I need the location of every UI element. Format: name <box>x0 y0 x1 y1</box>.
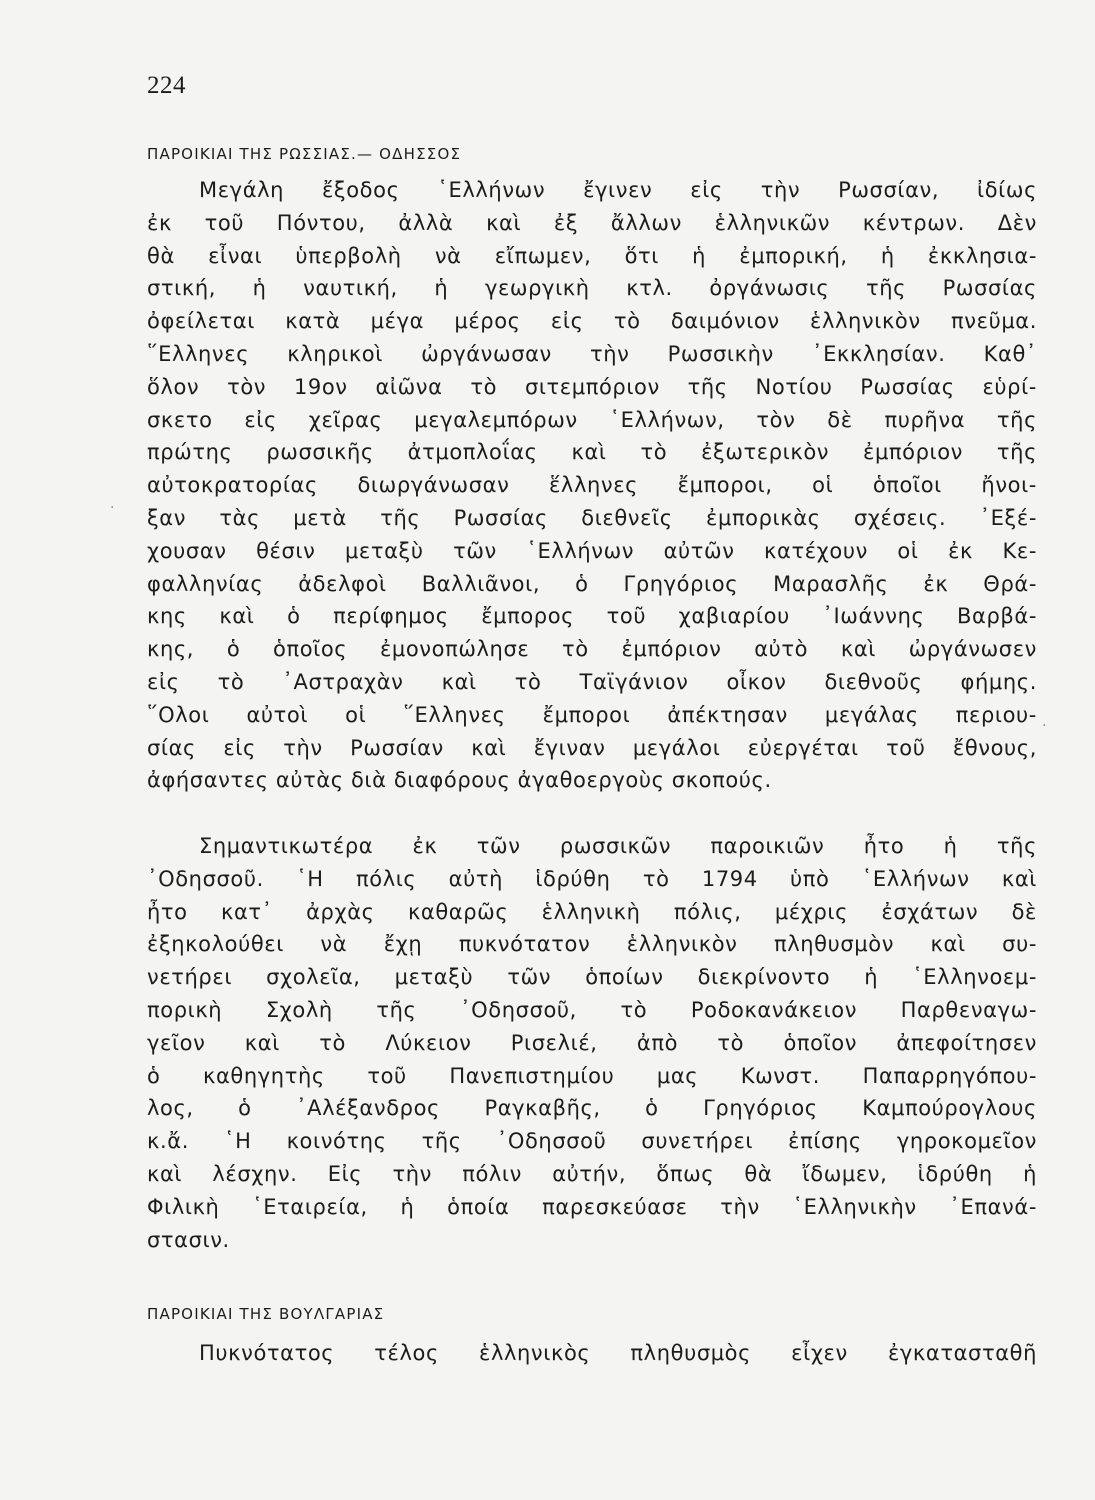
section-heading-russia: ΠΑΡΟΙΚΙΑΙ ΤΗΣ ΡΩΣΣΙΑΣ.— ΟΔΗΣΣΟΣ <box>147 145 462 163</box>
section-heading-bulgaria: ΠΑΡΟΙΚΙΑΙ ΤΗΣ ΒΟΥΛΓΑΡΙΑΣ <box>147 1305 385 1323</box>
text-line: θὰ εἶναι ὑπερβολὴ νὰ εἴπωμεν, ὅτι ἡ ἐμπορική, ἡ ἐκκλησια- <box>147 243 1037 268</box>
text-line: ἦτο κατ᾿ ἀρχὰς καθαρῶς ἑλληνικὴ πόλις, μέχρις ἐσχάτων δὲ <box>147 899 1037 924</box>
text-line: ἀφήσαντες αὐτὰς διὰ διαφόρους ἀγαθοεργοὺς σκοπούς. <box>147 768 772 793</box>
margin-speck: · <box>110 500 115 516</box>
text-line: σκετο εἰς χεῖρας μεγαλεμπόρων ῾Ελλήνων, τὸν δὲ πυρῆνα τῆς <box>147 407 1037 432</box>
text-line: σίας εἰς τὴν Ρωσσίαν καὶ ἔγιναν μεγάλοι εὐεργέται τοῦ ἔθνους, <box>147 735 1037 760</box>
text-line: νετήρει σχολεῖα, μεταξὺ τῶν ὁποίων διεκρίνοντο ἡ ῾Ελληνοεμ- <box>147 965 1037 990</box>
text-line: ὁ καθηγητὴς τοῦ Πανεπιστημίου μας Κωνστ. Παπαρρηγόπου- <box>147 1063 1037 1088</box>
margin-speck: · <box>1042 718 1047 734</box>
text-line: ἐξηκολούθει νὰ ἔχῃ πυκνότατον ἑλληνικὸν πληθυσμὸν καὶ συ- <box>147 932 1037 957</box>
page-number: 224 <box>147 72 186 99</box>
text-line: καὶ λέσχην. Εἰς τὴν πόλιν αὐτήν, ὅπως θὰ ἴδωμεν, ἱδρύθη ἡ <box>147 1161 1037 1186</box>
paragraph-russia-emigration <box>147 174 1037 797</box>
text-line: κης καὶ ὁ περίφημος ἔμπορος τοῦ χαβιαρίου ᾿Ιωάννης Βαρβά- <box>147 604 1037 629</box>
text-line: Πυκνότατος τέλος ἑλληνικὸς πληθυσμὸς εἶχεν ἐγκατασταθῆ <box>199 1341 1037 1365</box>
text-line: κ.ἄ. ῾Η κοινότης τῆς ᾿Οδησσοῦ συνετήρει ἐπίσης γηροκομεῖον <box>147 1129 1037 1154</box>
text-line: Μεγάλη ἔξοδος ῾Ελλήνων ἔγινεν εἰς τὴν Ρωσσίαν, ἰδίως <box>199 178 1037 202</box>
text-line: ἐκ τοῦ Πόντου, ἀλλὰ καὶ ἐξ ἄλλων ἑλληνικῶν κέντρων. Δὲν <box>147 210 1037 235</box>
text-line: ὅλον τὸν 19ον αἰῶνα τὸ σιτεμπόριον τῆς Νοτίου Ρωσσίας εὑρί- <box>147 374 1037 399</box>
text-line: ᾿Οδησσοῦ. ῾Η πόλις αὐτὴ ἱδρύθη τὸ 1794 ὑπὸ ῾Ελλήνων καὶ <box>147 866 1037 891</box>
text-line: εἰς τὸ ᾿Αστραχὰν καὶ τὸ Ταϊγάνιον οἶκον διεθνοῦς φήμης. <box>147 669 1037 694</box>
text-line: φαλληνίας ἀδελφοὶ Βαλλιᾶνοι, ὁ Γρηγόριος Μαρασλῆς ἐκ Θρά- <box>147 571 1037 596</box>
text-line: Σημαντικωτέρα ἐκ τῶν ρωσσικῶν παροικιῶν ἦτο ἡ τῆς <box>199 834 1037 858</box>
text-line: λος, ὁ ᾿Αλέξανδρος Ραγκαβῆς, ὁ Γρηγόριος Καμπούρογλους <box>147 1096 1037 1121</box>
text-line: στική, ἡ ναυτική, ἡ γεωργικὴ κτλ. ὀργάνωσις τῆς Ρωσσίας <box>147 276 1037 301</box>
paragraph-bulgaria <box>147 1337 1037 1370</box>
text-line: ὀφείλεται κατὰ μέγα μέρος εἰς τὸ δαιμόνιον ἑλληνικὸν πνεῦμα. <box>147 309 1037 334</box>
text-line: χουσαν θέσιν μεταξὺ τῶν ῾Ελλήνων αὐτῶν κατέχουν οἱ ἐκ Κε- <box>147 538 1037 563</box>
text-line: γεῖον καὶ τὸ Λύκειον Ρισελιέ, ἀπὸ τὸ ὁποῖον ἀπεφοίτησεν <box>147 1030 1037 1055</box>
text-line: Φιλικὴ ῾Εταιρεία, ἡ ὁποία παρεσκεύασε τὴν ῾Ελληνικὴν ᾿Επανά- <box>147 1194 1037 1219</box>
paragraph-odessa <box>147 830 1037 1256</box>
text-line: ξαν τὰς μετὰ τῆς Ρωσσίας διεθνεῖς ἐμπορικὰς σχέσεις. ᾿Εξέ- <box>147 505 1037 530</box>
text-line: ῞Ελληνες κληρικοὶ ὠργάνωσαν τὴν Ρωσσικὴν ᾿Εκκλησίαν. Καθ᾿ <box>147 341 1037 366</box>
text-line: ῞Ολοι αὐτοὶ οἱ ῞Ελληνες ἔμποροι ἀπέκτησαν μεγάλας περιου- <box>147 702 1037 727</box>
text-line: αὐτοκρατορίας διωργάνωσαν ἕλληνες ἔμποροι, οἱ ὁποῖοι ἤνοι- <box>147 473 1037 498</box>
text-line: πορικὴ Σχολὴ τῆς ᾿Οδησσοῦ, τὸ Ροδοκανάκειον Παρθεναγω- <box>147 997 1037 1022</box>
text-line: πρώτης ρωσσικῆς ἀτμοπλοΐας καὶ τὸ ἐξωτερικὸν ἐμπόριον τῆς <box>147 440 1037 465</box>
text-line: στασιν. <box>147 1227 230 1252</box>
text-line: κης, ὁ ὁποῖος ἐμονοπώλησε τὸ ἐμπόριον αὐτὸ καὶ ὠργάνωσεν <box>147 637 1037 662</box>
